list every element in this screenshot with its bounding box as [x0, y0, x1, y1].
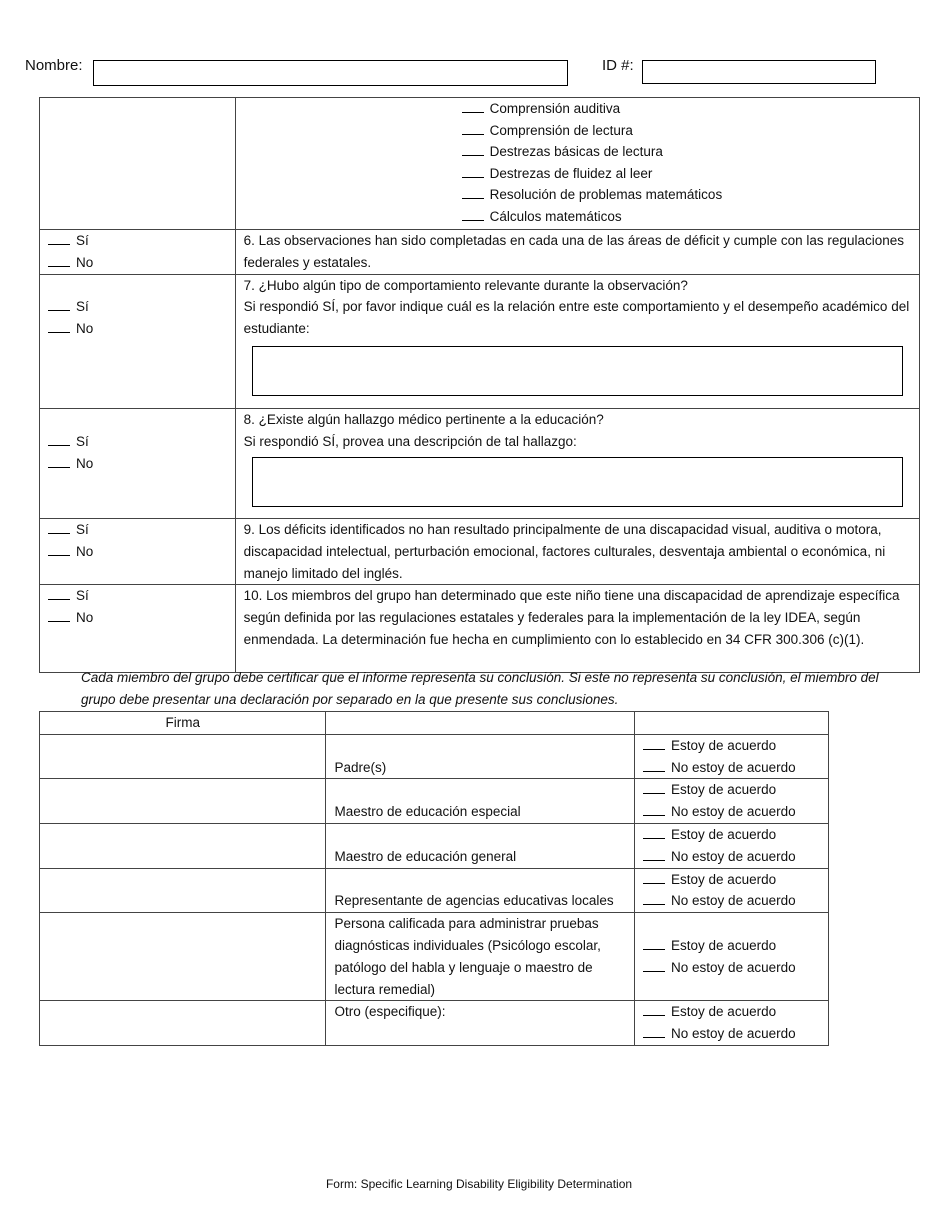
yes-option[interactable]: Sí: [48, 296, 227, 318]
q10-answer-cell: [40, 585, 236, 673]
no-option[interactable]: No: [48, 252, 227, 274]
q8-answer-cell: [40, 408, 236, 518]
no-option[interactable]: No: [48, 318, 227, 340]
certification-note: Cada miembro del grupo debe certificar que el informe representa su conclusión. Si este no representa su conclusión, el miembro del grupo debe presentar una declaración por separado en la que presente sus conclusiones.: [81, 670, 879, 707]
agree-option[interactable]: Estoy de acuerdo: [643, 735, 820, 757]
agree-option[interactable]: Estoy de acuerdo: [643, 935, 820, 957]
area-option[interactable]: Destrezas básicas de lectura: [462, 141, 911, 163]
signature-row: [40, 1001, 829, 1046]
form-footer: Form: Specific Learning Disability Eligibility Determination: [325, 1177, 633, 1191]
q7-subtitle: Si respondió SÍ, por favor indique cuál es la relación entre este comportamiento y el desempeño académico del estudiante:: [243, 299, 910, 337]
no-option[interactable]: No: [48, 541, 227, 563]
q7-answer-cell: [40, 274, 236, 408]
firma-header: Firma: [40, 712, 326, 735]
disagree-option[interactable]: No estoy de acuerdo: [643, 890, 820, 912]
q7-response-box[interactable]: [252, 346, 903, 396]
yes-option[interactable]: Sí: [48, 431, 227, 453]
yes-option[interactable]: Sí: [48, 230, 227, 252]
name-label: Nombre:: [25, 57, 83, 74]
disagree-option[interactable]: No estoy de acuerdo: [643, 846, 820, 868]
role-label: Representante de agencias educativas locales: [326, 868, 635, 913]
q8-subtitle: Si respondió SÍ, provea una descripción de tal hallazgo:: [243, 433, 577, 449]
agreement-cell: [635, 1001, 829, 1046]
areas-left-cell: [40, 98, 236, 230]
question-8-row: [40, 408, 920, 518]
no-option[interactable]: No: [48, 607, 227, 629]
id-label: ID #:: [602, 57, 634, 74]
agreement-cell: [635, 823, 829, 868]
role-label: Padre(s): [326, 734, 635, 779]
signature-row: [40, 868, 829, 913]
disagree-option[interactable]: No estoy de acuerdo: [643, 957, 820, 979]
agreement-cell: [635, 734, 829, 779]
area-option[interactable]: Resolución de problemas matemáticos: [462, 184, 911, 206]
signature-field[interactable]: [40, 868, 326, 913]
q6-text: 6. Las observaciones han sido completadas en cada una de las áreas de déficit y cumple con las regulaciones federales y estatales.: [235, 230, 919, 275]
signature-row: [40, 734, 829, 779]
area-option[interactable]: Cálculos matemáticos: [462, 206, 911, 228]
signature-row: [40, 779, 829, 824]
q10-text: 10. Los miembros del grupo han determinado que este niño tiene una discapacidad de aprendizaje específica según definida por las regulaciones estatales y federales para la implementación de la ley IDEA, según enmendada. La determinación fue hecha en cumplimiento con lo establecido en 34 CFR 300.306 (c)(1).: [235, 585, 919, 673]
q7-cell: [235, 274, 919, 408]
q9-answer-cell: [40, 518, 236, 584]
role-label: Otro (especifique):: [326, 1001, 635, 1046]
areas-cell: [235, 98, 919, 230]
role-label: Persona calificada para administrar pruebas diagnósticas individuales (Psicólogo escolar, patólogo del habla y lenguaje o maestro de lectura remedial): [326, 913, 635, 1001]
signature-field[interactable]: [40, 779, 326, 824]
q8-cell: [235, 408, 919, 518]
disagree-option[interactable]: No estoy de acuerdo: [643, 1023, 820, 1045]
questions-table: [39, 97, 920, 673]
disagree-option[interactable]: No estoy de acuerdo: [643, 801, 820, 823]
question-10-row: [40, 585, 920, 673]
area-option[interactable]: Comprensión auditiva: [462, 98, 911, 120]
question-6-row: [40, 230, 920, 275]
q7-title: 7. ¿Hubo algún tipo de comportamiento relevante durante la observación?: [243, 277, 688, 293]
signature-row: [40, 823, 829, 868]
q9-text: 9. Los déficits identificados no han resultado principalmente de una discapacidad visual, auditiva o motora, discapacidad intelectual, perturbación emocional, factores culturales, desventaja ambiental o económica, ni manejo limitado del inglés.: [235, 518, 919, 584]
id-field[interactable]: [642, 60, 876, 84]
agree-option[interactable]: Estoy de acuerdo: [643, 779, 820, 801]
signature-field[interactable]: [40, 823, 326, 868]
question-7-row: [40, 274, 920, 408]
q8-title: 8. ¿Existe algún hallazgo médico pertinente a la educación?: [243, 411, 604, 427]
agreement-header: [635, 712, 829, 735]
agree-option[interactable]: Estoy de acuerdo: [643, 824, 820, 846]
name-field[interactable]: [93, 60, 568, 86]
area-option[interactable]: Destrezas de fluidez al leer: [462, 163, 911, 185]
signature-field[interactable]: [40, 1001, 326, 1046]
q6-answer-cell: [40, 230, 236, 275]
question-9-row: [40, 518, 920, 584]
signatures-header-row: [40, 712, 829, 735]
role-header: [326, 712, 635, 735]
agree-option[interactable]: Estoy de acuerdo: [643, 869, 820, 891]
area-option[interactable]: Comprensión de lectura: [462, 120, 911, 142]
signature-field[interactable]: [40, 734, 326, 779]
no-option[interactable]: No: [48, 453, 227, 475]
role-label: Maestro de educación especial: [326, 779, 635, 824]
yes-option[interactable]: Sí: [48, 585, 227, 607]
disagree-option[interactable]: No estoy de acuerdo: [643, 757, 820, 779]
yes-option[interactable]: Sí: [48, 519, 227, 541]
q8-response-box[interactable]: [252, 457, 903, 507]
agreement-cell: [635, 913, 829, 1001]
agreement-cell: [635, 779, 829, 824]
areas-row: [40, 98, 920, 230]
agreement-cell: [635, 868, 829, 913]
role-label: Maestro de educación general: [326, 823, 635, 868]
signature-row: [40, 913, 829, 1001]
agree-option[interactable]: Estoy de acuerdo: [643, 1001, 820, 1023]
signature-field[interactable]: [40, 913, 326, 1001]
signatures-table: [39, 711, 829, 1046]
